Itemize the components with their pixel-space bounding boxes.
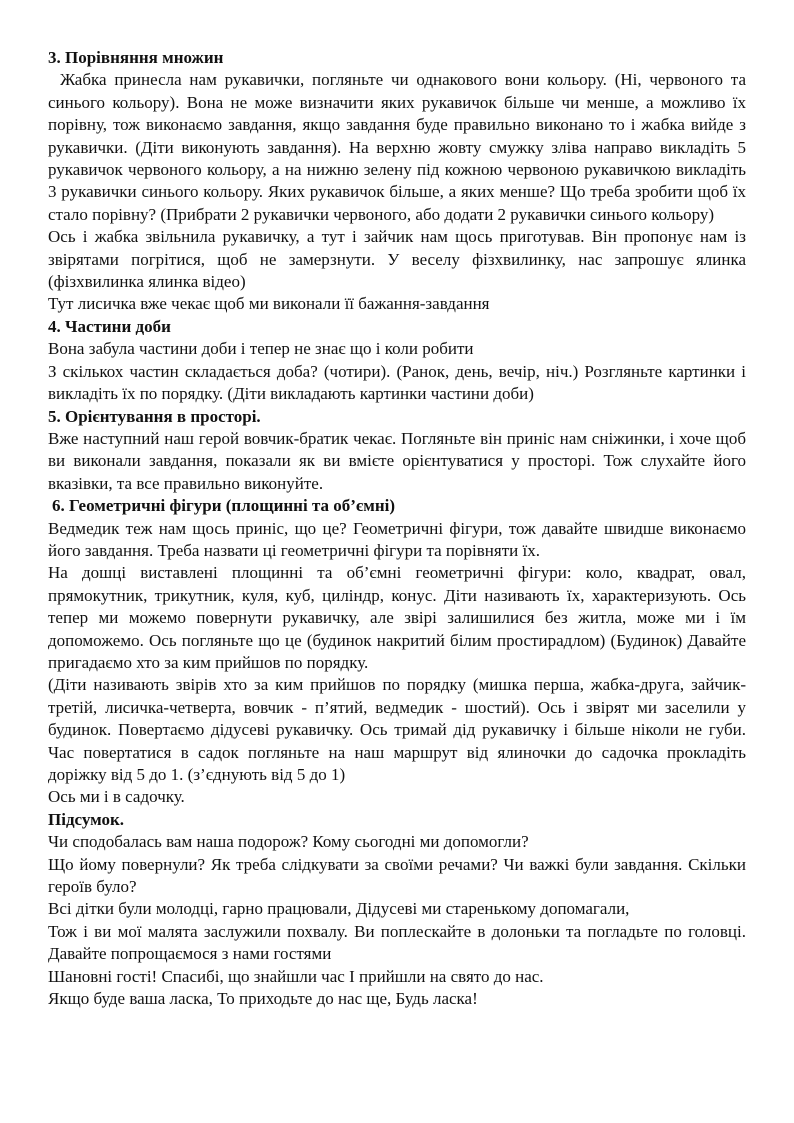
paragraph-praise-1: Всі дітки були молодці, гарно працювали, Дідусеві ми старенькому допомагали,	[48, 899, 630, 919]
paragraph-bear-shapes: Ведмедик теж нам щось приніс, що це? Геометричні фігури, тож давайте швидше виконаємо його завдання. Треба назвати ці геометричні фігури та порівняти їх.	[48, 518, 746, 560]
section-heading-orientation: 5. Орієнтування в просторі.	[48, 406, 261, 426]
paragraph-animals-order: (Діти називають звірів хто за ким прийшов по порядку (мишка перша, жабка-друга, зайчик-третій, лисичка-четверта, вовчик - п’ятий, ведмедик - шостий). Ось і звірят ми заселили у будинок. Повертаємо дідусеві рукавичку. Ось тримай дід рукавичку і більше ніколи не губи. Час повертатися в садок погляньте на наш маршрут від ялиночки до садочка прокладіть доріжку від 5 до 1. (з’єднують від 5 до 1)	[48, 675, 746, 784]
paragraph-bunny-exercise: Ось і жабка звільнила рукавичку, а тут і зайчик нам щось приготував. Він пропонує нам із звірятами погрітися, щоб не замерзнути. У веселу фізхвилинку, нас запрошує ялинка (фізхвилинка ялинка відео)	[48, 227, 746, 292]
paragraph-farewell-1: Шановні гості! Спасибі, що знайшли час І прийшли на свято до нас.	[48, 966, 544, 986]
document-page	[48, 47, 746, 1010]
paragraph-summary-question-1: Чи сподобалась вам наша подорож? Кому сьогодні ми допомогли?	[48, 832, 529, 852]
paragraph-summary-question-2: Що йому повернули? Як треба слідкувати за своїми речами? Чи важкі були завдання. Скільки героїв було?	[48, 854, 746, 897]
paragraph-praise-2: Тож і ви мої малята заслужили похвалу. Ви поплескайте в долоньки та погладьте по головці. Давайте попрощаємося з нами гостями	[48, 921, 746, 964]
paragraph-back-in-kindergarten: Ось ми і в садочку.	[48, 787, 185, 807]
section-heading-parts-of-day: 4. Частини доби	[48, 316, 171, 336]
paragraph-mittens-comparison: Жабка принесла нам рукавички, погляньте чи однакового вони кольору. (Ні, червоного та синього кольору). Вона не може визначити яких рукавичок більше чи менше, а можливо їх порівну, тож виконаємо завдання, якщо завдання буде правильно виконано то і жабка вийде з рукавички. (Діти виконують завдання). На верхню жовту смужку зліва направо викладіть 5 рукавичок червоного кольору, а на нижню зелену під кожною червоною рукавичкою викладіть 3 рукавички синього кольору. Яких рукавичок більше, а яких менше? Що треба зробити щоб їх стало порівну? (Прибрати 2 рукавички червоного, або додати 2 рукавички синього кольору)	[48, 70, 746, 224]
paragraph-board-shapes: На дошці виставлені площинні та об’ємні геометричні фігури: коло, квадрат, овал, прямокутник, трикутник, куля, куб, циліндр, конус. Діти називають їх, характеризують. Ось тепер ми можемо повернути рукавичку, але звірі залишилися без житла, може ми і їм допоможемо. Ось погляньте що це (будинок накритий білим простирадлом) (Будинок) Давайте пригадаємо хто за ким прийшов по порядку.	[48, 563, 746, 672]
paragraph-parts-of-day-question: З скількох частин складається доба? (чотири). (Ранок, день, вечір, ніч.) Розгляньте картинки і викладіть їх по порядку. (Діти викладають картинки частини доби)	[48, 361, 746, 404]
section-heading-comparing-sets: 3. Порівняння множин	[48, 48, 224, 67]
paragraph-farewell-2: Якщо буде ваша ласка, То приходьте до нас ще, Будь ласка!	[48, 989, 478, 1009]
section-heading-geometric-shapes: 6. Геометричні фігури (площинні та об’ємні)	[52, 496, 396, 516]
paragraph-fox-waiting: Тут лисичка вже чекає щоб ми виконали її бажання-завдання	[48, 294, 490, 314]
section-heading-summary: Підсумок.	[48, 809, 125, 829]
paragraph-forgot-parts-of-day: Вона забула частини доби і тепер не знає що і коли робити	[48, 339, 474, 359]
paragraph-wolf-snowflakes: Вже наступний наш герой вовчик-братик чекає. Погляньте він приніс нам сніжинки, і хоче щоб ви виконали завдання, показали як ви вмієте орієнтуватися у просторі. Тож слухайте його вказівки, та все правильно виконуйте.	[48, 428, 746, 493]
